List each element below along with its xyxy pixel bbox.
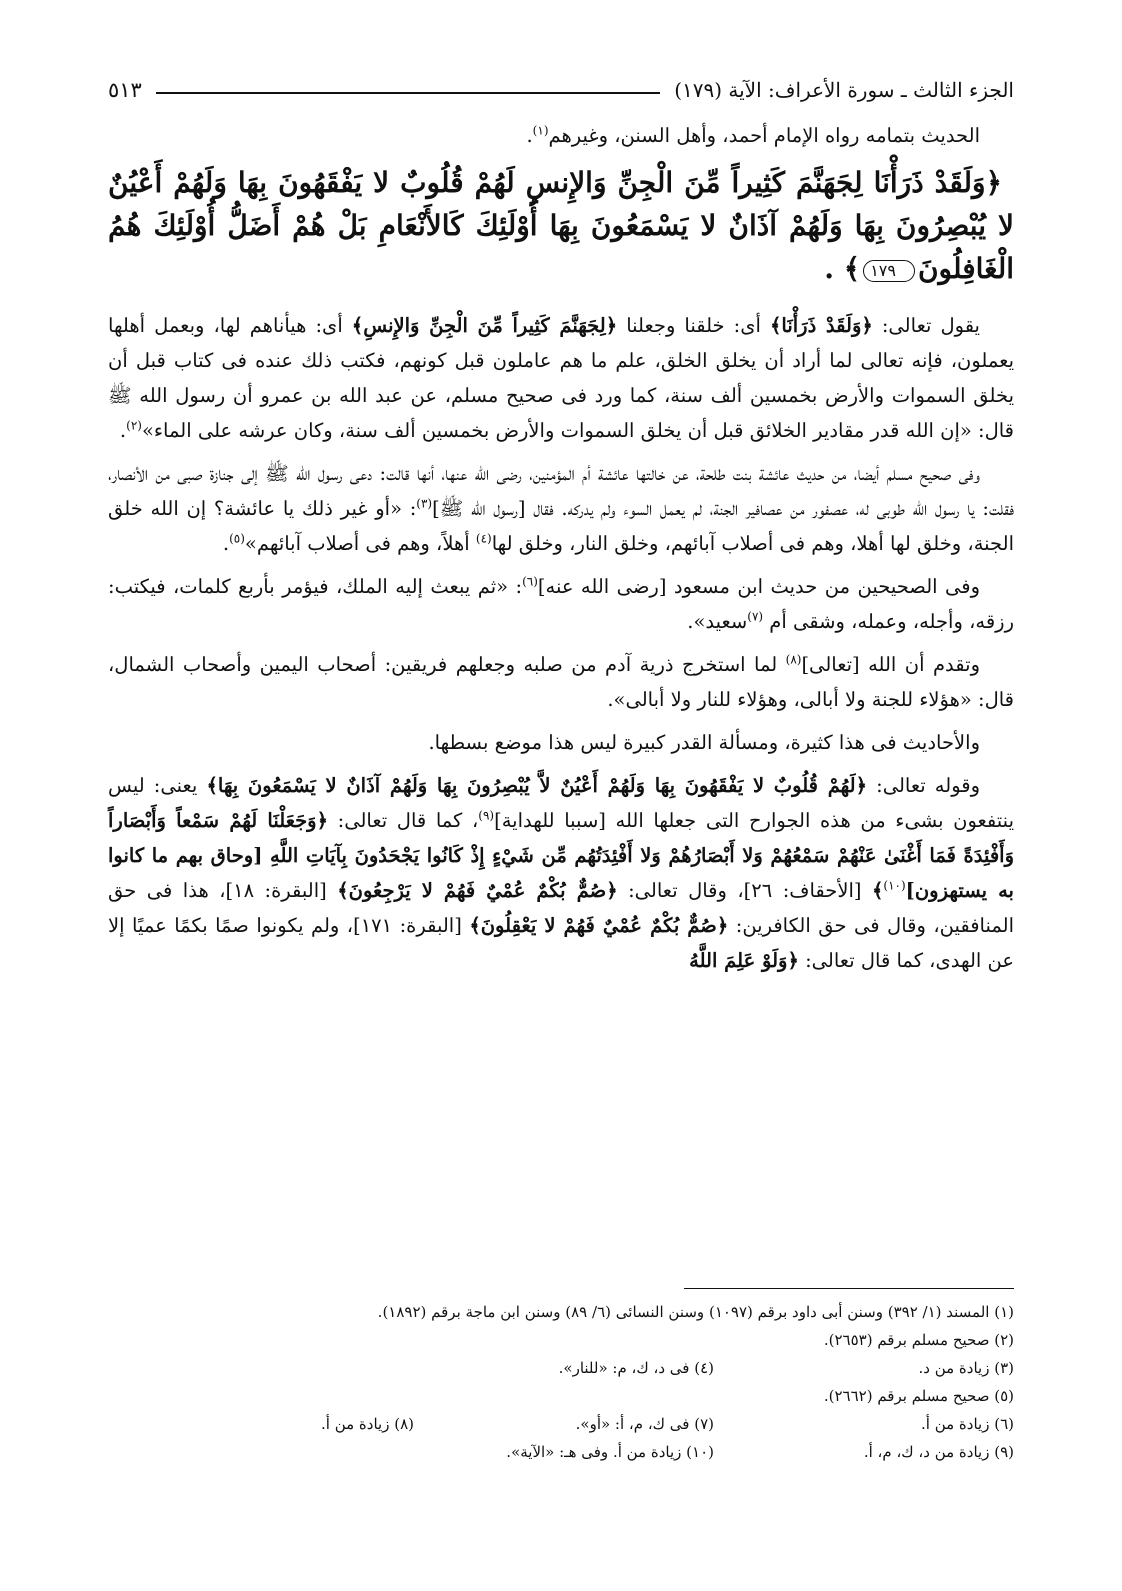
quran-quote: ﴿وَجَعَلْنَا لَهُمْ سَمْعاً وَأَبْصَاراً وَأَفْئِدَةً فَمَا أَغْنَىٰ عَنْهُمْ سَمْعُهُمْ وَلا أَبْصَارُهُمْ وَلا أَفْئِدَتُهُم مِّن شَيْءٍ إِذْ كَانُوا يَجْحَدُونَ بِآيَاتِ اللَّهِ [وحاق بهم ما كانوا به يستهزون] — [108, 809, 1014, 902]
footnote-ref: (٣) — [416, 496, 433, 511]
footnote: (٢) صحيح مسلم برقم (٢٦٥٣). — [823, 1331, 1014, 1349]
quran-quote: ﴿لِجَهَنَّمَ كَثِيراً مِّنَ الْجِنِّ وَالإِنسِ﴾ — [351, 314, 618, 337]
footnote: (٨) زيادة من أ. — [321, 1415, 414, 1433]
quran-quote: ﴿وَلَوْ عَلِمَ اللَّهُ — [689, 949, 799, 972]
main-text — [108, 118, 1014, 986]
footnote: (٧) فى ك، م، أ: «أو». — [575, 1415, 714, 1433]
footnote-divider — [684, 1288, 1014, 1289]
running-title: الجزء الثالث ـ سورة الأعراف: الآية (١٧٩) — [674, 78, 1014, 102]
quran-quote: ﴿وَلَقَدْ ذَرَأْنَا﴾ — [769, 314, 873, 337]
paragraph: وفى صحيح مسلم أيضا، من حديث عائشة بنت طلحة، عن خالتها عائشة أم المؤمنين، رضى الله عنها، أنها قالت: دعى رسول الله ﷺ إلى جنازة صبى من الأنصار، فقلت: يا رسول الله طوبى له، عصفور من عصافير الجنة، لم يعمل السوء ولم يدركه. فقال [رسول الله ﷺ]$^{(٣)}$: «أو غير ذلك يا عائشة؟ إن الله خلق الجنة، وخلق لها أهلا، وهم فى أصلاب آبائهم، وخلق النار، وخلق لها$^{(٤)}$ أهلاً، وهم فى أصلاب آبائهم»$^{(٥)}$. — [108, 462, 1014, 555]
footnote: (٥) صحيح مسلم برقم (٢٦٦٢). — [823, 1387, 1014, 1405]
footnote-ref: (٧) — [747, 609, 764, 624]
paragraph: يقول تعالى: ﴿وَلَقَدْ ذَرَأْنَا﴾ أى: خلقنا وجعلنا ﴿لِجَهَنَّمَ كَثِيراً مِّنَ الْجِنِّ وَالإِنسِ﴾ أى: هيأناهم لها، وبعمل أهلها يعملون، فإنه تعالى لما أراد أن يخلق الخلق، علم ما هم عاملون قبل كونهم، فكتب ذلك عنده فى كتاب قبل أن يخلق السموات والأرض بخمسين ألف سنة، كما ورد فى صحيح مسلم، عن عبد الله بن عمرو أن رسول الله ﷺ قال: «إن الله قدر مقادير الخلائق قبل أن يخلق السموات والأرض بخمسين ألف سنة، وكان عرشه على الماء»$^{(٢)}$. — [108, 314, 1014, 442]
quran-quote: ﴿لَهُمْ قُلُوبٌ لا يَفْقَهُونَ بِهَا وَلَهُمْ أَعْيُنٌ لاَّ يُبْصِرُونَ بِهَا وَلَهُمْ آذَانٌ لا يَسْمَعُونَ بِهَا﴾ — [206, 774, 868, 797]
footnote-ref: (١) — [532, 123, 549, 138]
footnote: (٣) زيادة من د. — [918, 1359, 1014, 1377]
quran-quote: ﴿صُمٌّ بُكْمٌ عُمْيٌ فَهُمْ لا يَعْقِلُونَ﴾ — [469, 914, 729, 937]
footnotes — [108, 1298, 1014, 1466]
paragraph: والأحاديث فى هذا كثيرة، ومسألة القدر كبيرة ليس هذا موضع بسطها. — [428, 731, 980, 754]
footnote-ref: (١٠) — [883, 878, 906, 893]
paragraph: وفى الصحيحين من حديث ابن مسعود [رضى الله عنه]$^{(٦)}$: «ثم يبعث إليه الملك، فيؤمر بأربع كلمات، فيكتب: رزقه، وأجله، وعمله، وشقى أم $^{(٧)}$سعيد». — [108, 574, 1014, 633]
footnote: (١) المسند (١/ ٣٩٢) وسنن أبى داود برقم (١٠٩٧) وسنن النسائى (٦/ ٨٩) وسنن ابن ماجة برقم (١٨٩٢). — [377, 1303, 1014, 1321]
footnote: (٩) زيادة من د، ك، م، أ. — [863, 1443, 1014, 1461]
footnote: (٦) زيادة من أ. — [921, 1415, 1014, 1433]
footnote-ref: (٦) — [522, 574, 538, 589]
ayah-number-badge: ١٧٩ — [863, 260, 915, 282]
page-number: ٥١٣ — [108, 78, 142, 102]
footnote-ref: (٥) — [229, 531, 245, 546]
footnote-ref: (٩) — [478, 808, 495, 823]
footnote-ref: (٢) — [126, 418, 142, 433]
quran-verse: ﴿وَلَقَدْ ذَرَأْنَا لِجَهَنَّمَ كَثِيراً مِّنَ الْجِنِّ وَالإِنسِ لَهُمْ قُلُوبٌ لا يَفْقَهُونَ بِهَا وَلَهُمْ أَعْيُنٌ لا يُبْصِرُونَ بِهَا وَلَهُمْ آذَانٌ لا يَسْمَعُونَ بِهَا أُوْلَئِكَ كَالأَنْعَامِ بَلْ هُمْ أَضَلُّ أُوْلَئِكَ هُمُ الْغَافِلُونَ١٧٩﴾ . — [108, 166, 1014, 285]
page-header — [108, 70, 1014, 110]
footnote-ref: (٨) — [785, 652, 802, 667]
paragraph: وتقدم أن الله [تعالى]$^{(٨)}$ لما استخرج ذرية آدم من صلبه وجعلهم فريقين: أصحاب اليمين وأصحاب الشمال، قال: «هؤلاء للجنة ولا أبالى، وهؤلاء للنار ولا أبالى». — [108, 652, 1014, 711]
paragraph: وقوله تعالى: ﴿لَهُمْ قُلُوبٌ لا يَفْقَهُونَ بِهَا وَلَهُمْ أَعْيُنٌ لاَّ يُبْصِرُونَ بِهَا وَلَهُمْ آذَانٌ لا يَسْمَعُونَ بِهَا﴾ يعنى: ليس ينتفعون بشىء من هذه الجوارح التى جعلها الله [سببا للهداية]$^{(٩)}$، كما قال تعالى: ﴿وَجَعَلْنَا لَهُمْ سَمْعاً وَأَبْصَاراً وَأَفْئِدَةً فَمَا أَغْنَىٰ عَنْهُمْ سَمْعُهُمْ وَلا أَبْصَارُهُمْ وَلا أَفْئِدَتُهُم مِّن شَيْءٍ إِذْ كَانُوا يَجْحَدُونَ بِآيَاتِ اللَّهِ [وحاق بهم ما كانوا به يستهزون]$^{(١٠)}$﴾ [الأحقاف: ٢٦]، وقال تعالى: ﴿صُمٌّ بُكْمٌ عُمْيٌ فَهُمْ لا يَرْجِعُونَ﴾ [البقرة: ١٨]، هذا فى حق المنافقين، وقال فى حق الكافرين: ﴿صُمٌّ بُكْمٌ عُمْيٌ فَهُمْ لا يَعْقِلُونَ﴾ [البقرة: ١٧١]، ولم يكونوا صمًا بكمًا عميًا إلا عن الهدى، كما قال تعالى: ﴿وَلَوْ عَلِمَ اللَّهُ — [108, 774, 1015, 972]
footnote: (١٠) زيادة من أ. وفى هـ: «الآية». — [506, 1443, 714, 1461]
quran-quote: ﴿صُمٌّ بُكْمٌ عُمْيٌ فَهُمْ لا يَرْجِعُونَ﴾ — [337, 879, 618, 902]
footnote: (٤) فى د، ك، م: «للنار». — [558, 1359, 714, 1377]
paragraph: الحديث بتمامه رواه الإمام أحمد، وأهل السنن، وغيرهم$^{(١)}$. — [526, 123, 980, 147]
footnote-ref: (٤) — [475, 531, 492, 546]
header-rule — [156, 92, 660, 94]
